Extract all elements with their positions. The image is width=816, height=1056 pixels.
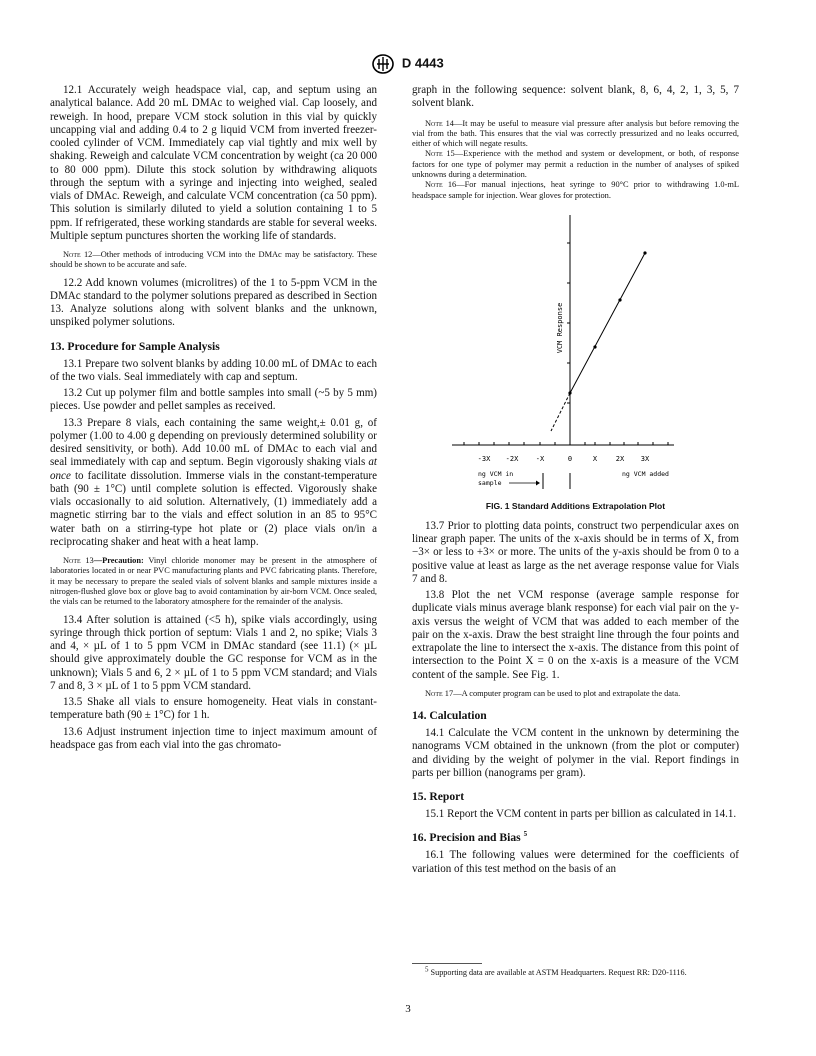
para-16-1: 16.1 The following values were determined for the coefficients of variation of this test method on the basis of an (412, 849, 739, 875)
note-16 (412, 180, 739, 201)
page-header (0, 54, 816, 74)
right-body (412, 520, 739, 876)
note-label: Note 12 (63, 250, 93, 259)
x-tick-label: X (592, 454, 598, 463)
para-13-3 (50, 417, 377, 550)
section-16-heading (412, 831, 739, 844)
footnote-mark: 5 (425, 965, 429, 974)
data-point (568, 391, 571, 394)
heading-text: 16. Precision and Bias (412, 831, 521, 845)
footnote-text: Supporting data are available at ASTM Headquarters. Request RR: D20-1116. (428, 968, 687, 977)
x-tick-label: 0 (567, 454, 573, 463)
note-label: Note 13 (63, 556, 94, 566)
data-point (643, 251, 646, 254)
section-14-heading: 14. Calculation (412, 709, 487, 723)
footnote-ref: 5 (523, 830, 528, 839)
right-column (412, 84, 739, 879)
x-tick-label: 2X (615, 454, 625, 463)
note-bold: —Precaution: (93, 556, 144, 566)
figure-1 (412, 203, 739, 548)
para-13-6-cont: graph in the following sequence: solvent blank, 8, 6, 4, 2, 1, 3, 5, 7 solvent blank. (412, 84, 739, 110)
note-12 (50, 250, 377, 271)
note-17 (412, 689, 739, 699)
note-text: Vinyl chloride monomer may be present in the atmosphere of laboratories located in or near PVC manufacturing plants and PVC fabricating plants. Therefore, it may be necessary to prepare the sealed vials of solvent blanks and sample mixtures inside a nitrogen-flushed glove box or glove bag to avoid contamination by air-born VCM. Once sealed, the vials can be returned to the laboratory atmosphere for the remainder of the analysis. (50, 556, 377, 607)
para-13-6: 13.6 Adjust instrument injection time to inject maximum amount of headspace gas from each vial into the gas chromato- (50, 725, 377, 751)
annotation-ng-vcm-added: ng VCM added (622, 469, 669, 478)
footnote-5 (412, 965, 739, 978)
note-13 (50, 556, 377, 607)
para-15-1: 15.1 Report the VCM content in parts per billion as calculated in 14.1. (425, 808, 737, 821)
note-text: —For manual injections, heat syringe to 90°C prior to withdrawing 1.0-mL headspace sample for injection. Wear gloves for protection. (412, 180, 740, 200)
para-13-1: 13.1 Prepare two solvent blanks by adding 10.00 mL of DMAc to each of the two vials. Seal immediately with cap and septum. (50, 357, 377, 383)
extrapolation-plot (412, 203, 739, 523)
left-column (50, 84, 377, 755)
para-13-5: 13.5 Shake all vials to ensure homogeneity. Heat vials in constant-temperature bath (90 ± 1°C) for 1 h. (50, 696, 377, 722)
x-tick-label: 3X (640, 454, 650, 463)
arrow-head-icon (536, 480, 540, 485)
note-label: Note 16 (425, 180, 457, 190)
note-label: Note 15 (425, 149, 455, 159)
data-point (593, 345, 596, 348)
annotation-ng-vcm-in-sample: ng VCM in (478, 469, 514, 478)
para-12-1: 12.1 Accurately weigh headspace vial, cap, and septum using an analytical balance. Add 20 mL DMAc to weighed vial. Cap loosely, and reweigh. In hood, prepare VCM stock solution in this vial by quickly uncapping vial and adding 0.4 to 2 g liquid VCM from inverted freezer-cooled cylinder of VCM. Immediately cap vial tightly and mix well by shaking. Reweigh and calculate VCM concentration by weight (ca 20 000 to 80 000 ppm). Dilute this stock solution by withdrawing aliquots through the septum with a syringe and injecting into weighed, sealed vials of DMAc. Reweigh, and calculate VCM concentration (ca 50 ppm). This solution is similarly diluted to yield a solution containing 1 to 5 ppm. If refrigerated, these working standards are stable for several weeks. Multiple septum punctures shorten the working life of standards. (50, 84, 377, 242)
section-13-heading: 13. Procedure for Sample Analysis (50, 339, 220, 353)
designation: D 4443 (401, 55, 444, 71)
para-14-1: 14.1 Calculate the VCM content in the unknown by determining the nanograms VCM obtained in the unknown (from the plot or computer) and dividing by the weight of polymer in the vial. Report findings in parts per billion (nanograms per gram). (412, 727, 739, 779)
annotation-sample: sample (478, 478, 502, 487)
fit-line (570, 253, 645, 393)
para-13-4: 13.4 After solution is attained (<5 h), spike vials accordingly, using syringe through thick portion of septum: Vials 1 and 2, no spike; Vials 3 and 4, × µL of 1 to 5 ppm VCM in DMAc standard (see 11.1) (× µL should give approximately double the GC response for VCM as in the unknown); Vials 5 and 6, 2 × µL of 1 to 5 ppm VCM standard; and Vials 7 and 8, 3 × µL of 1 to 5 ppm VCM standard. (50, 613, 377, 692)
note-text: —A computer program can be used to plot and extrapolate the data. (453, 688, 681, 698)
para-text: 13.3 Prepare 8 vials, each containing the same weight,± 0.01 g, of polymer (1.00 to 4.00 g depending on previously determined solubility or desired sensitivity, or both). Add 10.00 mL of DMAc to each vial and seal immediately with cap and septum. Begin vigorously shaking vials (50, 416, 377, 469)
para-13-7: 13.7 Prior to plotting data points, construct two perpendicular axes on linear graph paper. The units of the x-axis should be in terms of X, from −3× or less to +3× or more. The units of the y-axis should be from 0 to a positive value at least as large as the net average response value for Vials 7 and 8. (412, 519, 739, 585)
para-13-2: 13.2 Cut up polymer film and bottle samples into small (~5 by 5 mm) pieces. Use powder and pellet samples as received. (50, 387, 377, 413)
data-point (618, 298, 621, 301)
y-axis-label: VCM Response (556, 302, 564, 354)
x-tick-label: -X (535, 454, 545, 463)
x-tick-label: -2X (505, 454, 519, 463)
para-text: to facilitate dissolution. Immerse vials in the constant-temperature bath (90 ± 1°C) until complete solution is effected. Vigorously shake vials occasionally to aid solution. Alternatively, (1) immediately add a magnetic stirring bar to the vials and effect solution in an 85 to 95°C water bath on a stirring-type hot plate or (2) place vials on/in a reciprocating shaker and heat with a heat lamp. (50, 469, 377, 548)
astm-logo-icon (372, 54, 394, 74)
note-label: Note 14 (425, 118, 454, 128)
note-label: Note 17 (425, 688, 454, 698)
figure-caption: FIG. 1 Standard Additions Extrapolation Plot (485, 500, 666, 511)
note-14 (412, 119, 739, 150)
note-15 (412, 149, 739, 180)
x-tick-label: -3X (477, 454, 491, 463)
footnote-divider (412, 963, 482, 964)
note-text: —Experience with the method and system or development, or both, of response factors for one type of polymer may permit a reduction in the number of analyses of spiked unknowns during a determination. (412, 149, 739, 179)
note-text: —It may be useful to measure vial pressure after analysis but before removing the vial from the bath. This ensures that the vial was correctly pressurized and no leaks occurred, either of which will negate results. (412, 118, 739, 149)
page-number: 3 (405, 1003, 411, 1015)
extrapolation-line (551, 393, 570, 431)
note-text: —Other methods of introducing VCM into the DMAc may be satisfactory. These should be shown to be accurate and safe. (50, 250, 378, 270)
para-12-2: 12.2 Add known volumes (microlitres) of the 1 to 5-ppm VCM in the DMAc standard to the polymer solutions prepared as described in Section 13. Analyze solutions along with solvent blanks and the unknown, unspiked polymer solutions. (50, 276, 377, 329)
para-emphasis: at once (50, 456, 377, 482)
para-13-8: 13.8 Plot the net VCM response (average sample response for duplicate vials minus average blank response) for each vial pair on the y-axis versus the weight of VCM that was added to each member of the pair on the x-axis. Draw the best straight line through the four points and extrapolate the line to intersect the x-axis. The distance from this point of intersection to the Point X = 0 on the x-axis is a measure of the VCM content of the sample. See Fig. 1. (412, 589, 739, 681)
section-15-heading: 15. Report (412, 790, 465, 804)
